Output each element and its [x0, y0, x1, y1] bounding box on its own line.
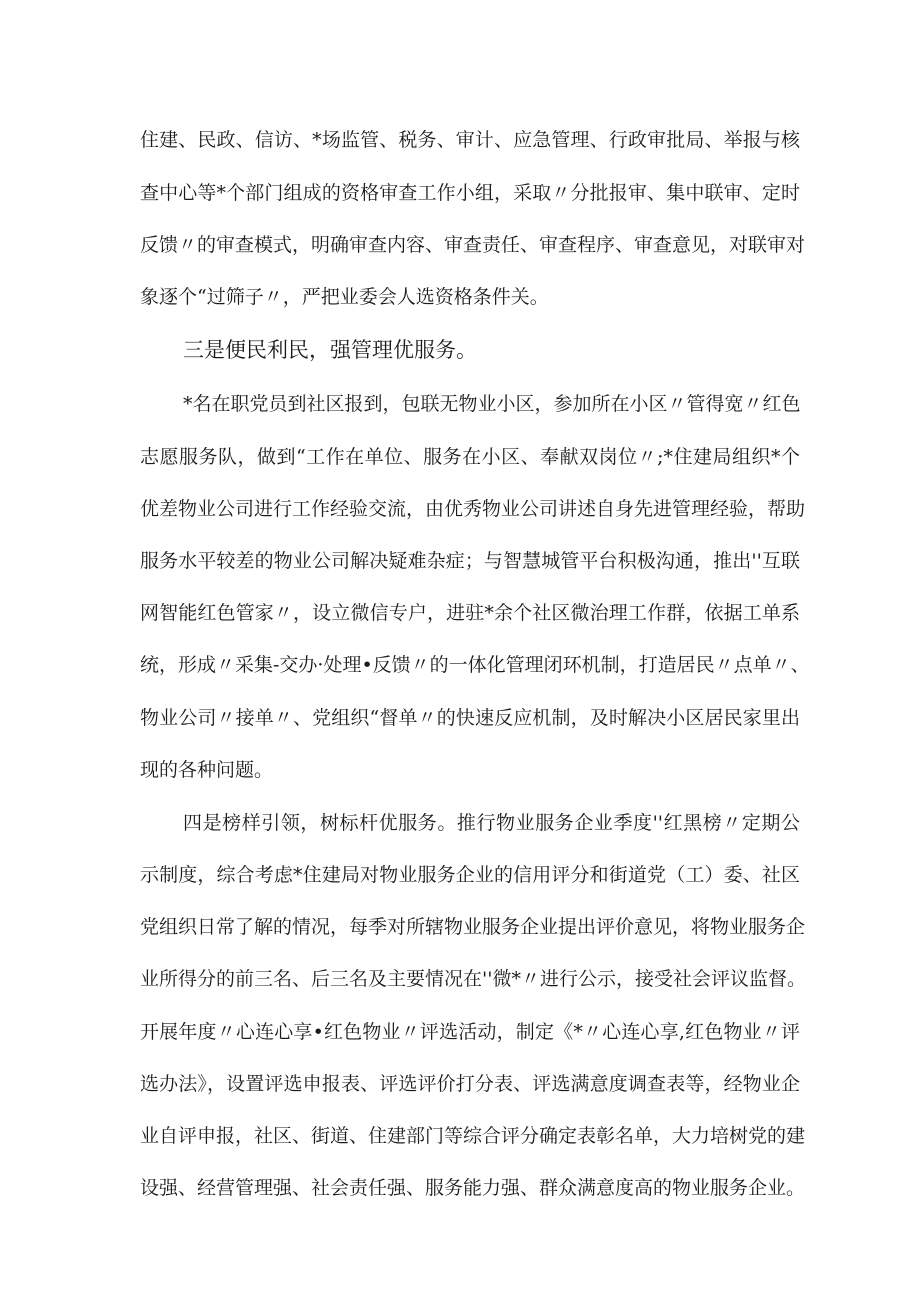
paragraph-1-line-4: 象逐个“过筛子〃，严把业委会人选资格条件关。: [140, 286, 549, 308]
paragraph-3-line-1: 四是榜样引领，树标杆优服务。推行物业服务企业季度''红黑榜〃定期公: [183, 812, 800, 834]
paragraph-2-line-5: 网智能红色管家〃，设立微信专户，进驻*余个社区微治理工作群，依据工单系: [140, 602, 800, 624]
paragraph-1-line-1: 住建、民政、信访、*场监管、税务、审计、应急管理、行政审批局、举报与核: [140, 129, 800, 151]
paragraph-2-line-4: 服务水平较差的物业公司解决疑难杂症；与智慧城管平台积极沟通，推出''互联: [140, 550, 800, 572]
paragraph-3-line-4: 业所得分的前三名、后三名及主要情况在''微*〃进行公示，接受社会评议监督。: [140, 968, 806, 990]
paragraph-3-line-6: 选办法》，设置评选申报表、评选评价打分表、评选满意度调查表等，经物业企: [140, 1073, 800, 1095]
paragraph-3-line-7: 业自评申报，社区、街道、住建部门等综合评分确定表彰名单，大力培树党的建: [140, 1125, 806, 1147]
paragraph-2-line-7: 物业公司〃接单〃、党组织“督单〃的快速反应机制，及时解决小区居民家里出: [140, 707, 800, 729]
paragraph-2-line-6: 统，形成〃采集-交办·处理•反馈〃的一体化管理闭环机制，打造居民〃点单〃、: [140, 654, 810, 676]
paragraph-2-line-1: *名在职党员到社区报到，包联无物业小区，参加所在小区〃管得宽〃红色: [183, 393, 801, 415]
paragraph-3-line-8: 设强、经营管理强、社会责任强、服务能力强、群众满意度高的物业服务企业。: [140, 1177, 806, 1199]
section-heading-3: 三是便民利民，强管理优服务。: [183, 338, 477, 362]
paragraph-2-line-8: 现的各种问题。: [140, 759, 274, 781]
paragraph-3-line-5: 开展年度〃心连心享•红色物业〃评选活动，制定《*〃心连心享,红色物业〃评: [140, 1021, 800, 1043]
paragraph-3-line-3: 党组织日常了解的情况，每季对所辖物业服务企业提出评价意见，将物业服务企: [140, 916, 806, 938]
paragraph-1-line-2: 查中心等*个部门组成的资格审查工作小组，采取〃分批报审、集中联审、定时: [140, 182, 800, 204]
paragraph-2-line-3: 优差物业公司进行工作经验交流，由优秀物业公司讲述自身先进管理经验，帮助: [140, 498, 806, 520]
paragraph-2-line-2: 志愿服务队，做到“工作在单位、服务在小区、奉献双岗位〃;*住建局组织*个: [140, 446, 800, 468]
paragraph-1-line-3: 反馈〃的审查模式，明确审查内容、审查责任、审查程序、审查意见，对联审对: [140, 234, 806, 256]
paragraph-3-line-2: 示制度，综合考虑*住建局对物业服务企业的信用评分和街道党（工）委、社区: [140, 864, 800, 886]
